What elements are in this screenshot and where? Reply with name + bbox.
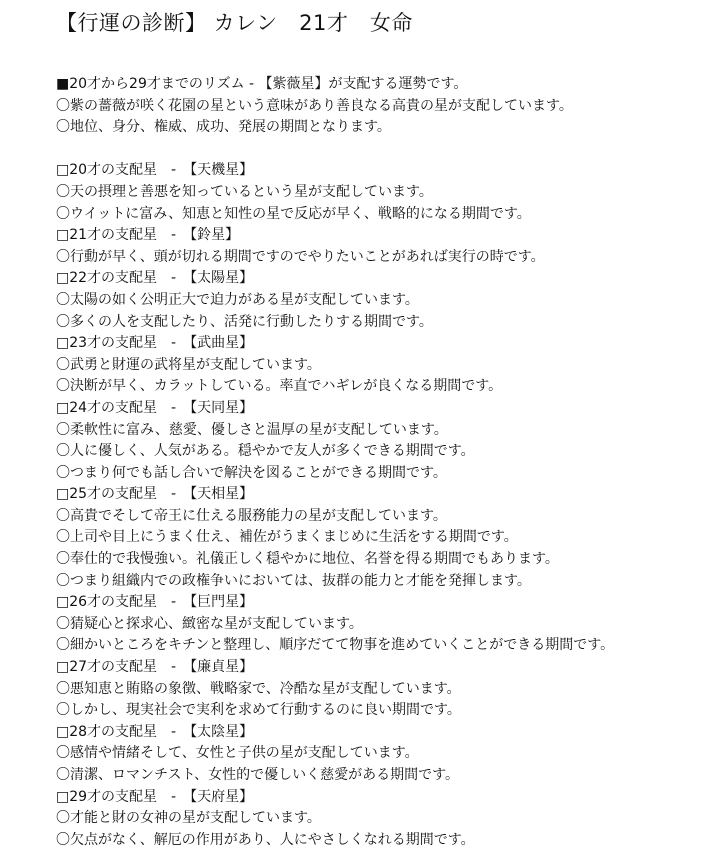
star-description: 〇細かいところをキチンと整理し、順序だてて物事を進めていくことができる期間です。 bbox=[56, 637, 615, 654]
star-heading: □20才の支配星 - 【天機星】 bbox=[56, 162, 254, 179]
star-description: 〇悪知恵と賄賂の象徴、戦略家で、冷酷な星が支配しています。 bbox=[56, 680, 461, 697]
star-description: 〇行動が早く、頭が切れる期間ですのでやりたいことがあれば実行の時です。 bbox=[56, 248, 545, 265]
star-heading: □23才の支配星 - 【武曲星】 bbox=[56, 335, 254, 352]
star-description: 〇つまり組織内での政権争いにおいては、抜群の能力と才能を発揮します。 bbox=[56, 572, 531, 589]
star-heading: □26才の支配星 - 【巨門星】 bbox=[56, 594, 254, 611]
star-heading: □27才の支配星 - 【廉貞星】 bbox=[56, 659, 254, 676]
star-description: 〇上司や目上にうまく仕え、補佐がうまくまじめに生活をする期間です。 bbox=[56, 529, 518, 546]
star-description: 〇奉仕的で我慢強い。礼儀正しく穏やかに地位、名誉を得る期間でもあります。 bbox=[56, 551, 559, 568]
blank-line bbox=[56, 139, 706, 161]
star-description: 〇多くの人を支配したり、活発に行動したりする期間です。 bbox=[56, 313, 433, 330]
star-heading: □21才の支配星 - 【鈴星】 bbox=[56, 227, 240, 244]
intro-line: 〇紫の薔薇が咲く花園の星という意味があり善良なる高貴の星が支配しています。 bbox=[56, 97, 573, 114]
star-description: 〇しかし、現実社会で実利を求めて行動するのに良い期間です。 bbox=[56, 702, 461, 719]
star-description: 〇欠点がなく、解厄の作用があり、人にやさしくなれる期間です。 bbox=[56, 831, 475, 848]
star-description: 〇ウイットに富み、知恵と知性の星で反応が早く、戦略的になる期間です。 bbox=[56, 205, 531, 222]
star-description: 〇決断が早く、カラットしている。率直でハギレが良くなる期間です。 bbox=[56, 378, 503, 395]
star-description: 〇才能と財の女神の星が支配しています。 bbox=[56, 810, 321, 827]
star-description: 〇柔軟性に富み、慈愛、優しさと温厚の星が支配しています。 bbox=[56, 421, 448, 438]
star-heading: □25才の支配星 - 【天相星】 bbox=[56, 486, 254, 503]
intro-line: ■20才から29才までのリズム - 【紫薇星】が支配する運勢です。 bbox=[56, 76, 468, 92]
document-body bbox=[56, 74, 706, 851]
star-description: 〇猜疑心と探求心、緻密な星が支配しています。 bbox=[56, 615, 363, 632]
star-heading: □29才の支配星 - 【天府星】 bbox=[56, 788, 254, 805]
document-title: 【行運の診断】 カレン 21才 女命 bbox=[56, 11, 413, 35]
star-heading: □22才の支配星 - 【太陽星】 bbox=[56, 270, 254, 287]
star-description: 〇武勇と財運の武将星が支配しています。 bbox=[56, 356, 321, 373]
star-description: 〇高貴でそして帝王に仕える服務能力の星が支配しています。 bbox=[56, 507, 447, 524]
star-description: 〇感情や情緒そして、女性と子供の星が支配しています。 bbox=[56, 745, 419, 762]
star-heading: □24才の支配星 - 【天同星】 bbox=[56, 399, 254, 416]
star-description: 〇清潔、ロマンチスト、女性的で優しいく慈愛がある期間です。 bbox=[56, 767, 460, 783]
intro-line: 〇地位、身分、権威、成功、発展の期間となります。 bbox=[56, 119, 391, 136]
star-heading: □28才の支配星 - 【太陰星】 bbox=[56, 723, 254, 740]
star-description: 〇太陽の如く公明正大で迫力がある星が支配しています。 bbox=[56, 291, 419, 308]
star-description: 〇つまり何でも話し合いで解決を図ることができる期間です。 bbox=[56, 464, 447, 481]
star-description: 〇天の摂理と善悪を知っているという星が支配しています。 bbox=[56, 183, 433, 200]
star-description: 〇人に優しく、人気がある。穏やかで友人が多くできる期間です。 bbox=[56, 443, 475, 460]
